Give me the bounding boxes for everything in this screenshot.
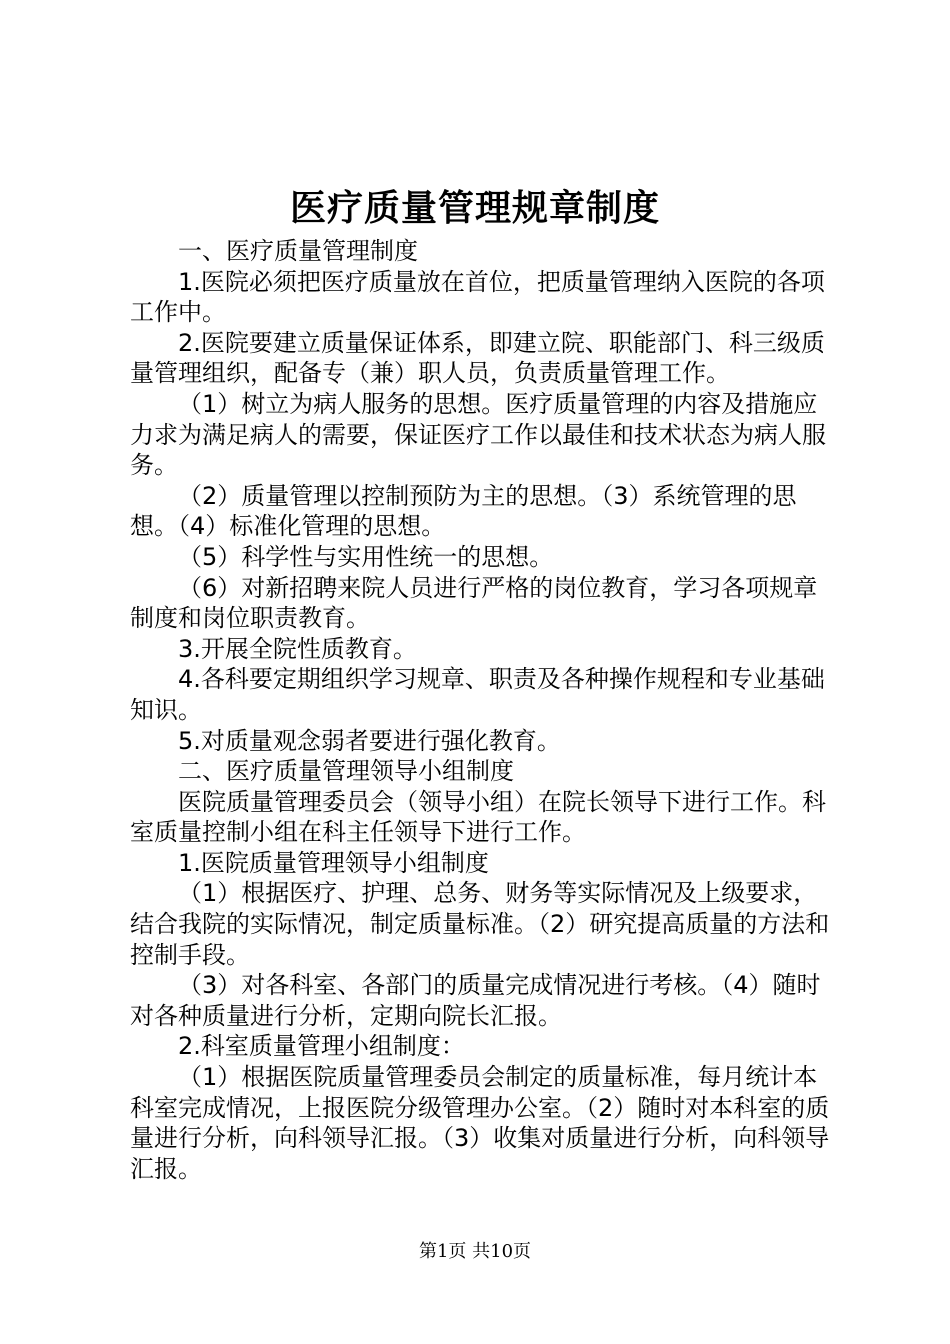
paragraph: （1）根据医疗、护理、总务、财务等实际情况及上级要求，结合我院的实际情况，制定质量标准。（2）研究提高质量的方法和控制手段。 (130, 879, 830, 969)
paragraph: （2）质量管理以控制预防为主的思想。（3）系统管理的思想。（4）标准化管理的思想。 (130, 481, 797, 541)
paragraph: 2.医院要建立质量保证体系，即建立院、职能部门、科三级质量管理组织，配备专（兼）职人员，负责质量管理工作。 (130, 328, 825, 388)
subsection-heading: 2.科室质量管理小组制度： (178, 1032, 465, 1061)
paragraph: 3.开展全院性质教育。 (178, 634, 417, 663)
paragraph: （3）对各科室、各部门的质量完成情况进行考核。（4）随时对各种质量进行分析，定期向院长汇报。 (130, 971, 821, 1030)
paragraph: 1.医院必须把医疗质量放在首位，把质量管理纳入医院的各项工作中。 (130, 267, 825, 327)
section-heading: 一、医疗质量管理制度 (178, 237, 418, 265)
paragraph: （6）对新招聘来院人员进行严格的岗位教育，学习各项规章制度和岗位职责教育。 (130, 573, 818, 633)
paragraph: 5.对质量观念弱者要进行强化教育。 (178, 726, 561, 755)
section-heading: 二、医疗质量管理领导小组制度 (178, 757, 514, 786)
subsection-heading: 1.医院质量管理领导小组制度 (178, 848, 489, 877)
document-title: 医疗质量管理规章制度 (289, 187, 660, 229)
paragraph: 4.各科要定期组织学习规章、职责及各种操作规程和专业基础知识。 (130, 665, 825, 724)
page-footer: 第1页 共10页 (418, 1241, 532, 1262)
paragraph: 医院质量管理委员会（领导小组）在院长领导下进行工作。科室质量控制小组在科主任领导下进行工作。 (130, 787, 826, 847)
paragraph: （5）科学性与实用性统一的思想。 (178, 542, 554, 571)
paragraph: （1）根据医院质量管理委员会制定的质量标准，每月统计本科室完成情况，上报医院分级管理办公室。（2）随时对本科室的质量进行分析，向科领导汇报。（3）收集对质量进行分析，向科领导汇报。 (130, 1063, 830, 1183)
paragraph: （1）树立为病人服务的思想。医疗质量管理的内容及措施应力求为满足病人的需要，保证医疗工作以最佳和技术状态为病人服务。 (130, 389, 826, 480)
document-body (130, 236, 830, 1184)
